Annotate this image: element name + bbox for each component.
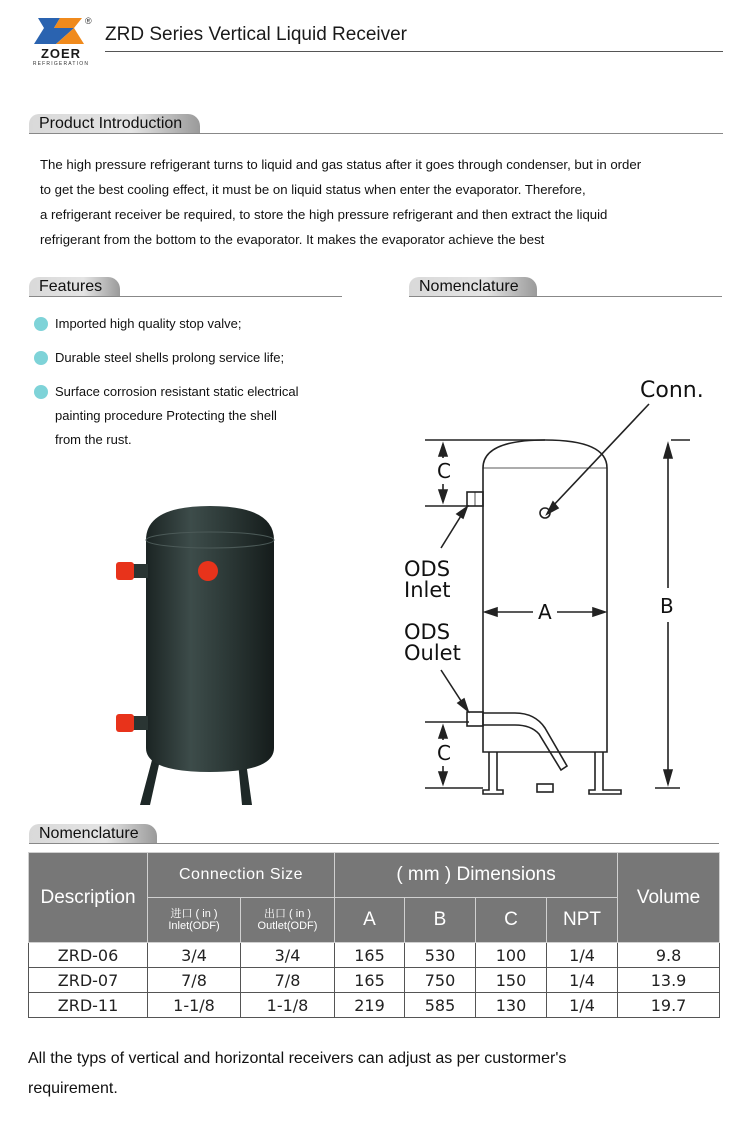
cell-model: ZRD-06	[29, 943, 148, 968]
logo-wordmark: ZOER	[40, 46, 82, 61]
ods-inlet-label-1: ODS	[404, 557, 451, 581]
cell-npt: 1/4	[547, 968, 618, 993]
section-divider	[29, 133, 723, 134]
footer-line: requirement.	[28, 1080, 118, 1097]
section-header-nomenclature-table	[29, 824, 719, 844]
cell-npt: 1/4	[547, 943, 618, 968]
cell-inlet: 1-1/8	[148, 993, 241, 1018]
section-header-intro	[29, 114, 723, 134]
spec-table	[28, 852, 720, 1018]
dim-c-top-label: C	[437, 459, 451, 483]
logo-subtitle: REFRIGERATION	[32, 61, 90, 67]
cell-volume: 19.7	[618, 993, 720, 1018]
cell-a: 165	[335, 968, 405, 993]
intro-line: a refrigerant receiver be required, to store the high pressure refrigerant and then extract the liquid	[40, 207, 608, 222]
intro-line: refrigerant from the bottom to the evaporator. It makes the evaporator achieve the best	[40, 232, 545, 247]
section-title: Features	[29, 277, 120, 296]
header-c: C	[476, 898, 547, 943]
bullet-icon	[34, 317, 48, 331]
ods-outlet-label-1: ODS	[404, 620, 451, 644]
liquid-receiver-product-image	[110, 500, 285, 815]
section-title: Product Introduction	[29, 114, 200, 133]
dim-c-bottom-label: C	[437, 741, 451, 765]
cell-inlet: 3/4	[148, 943, 241, 968]
cell-inlet: 7/8	[148, 968, 241, 993]
cell-c: 150	[476, 968, 547, 993]
intro-line: to get the best cooling effect, it must be on liquid status when enter the evaporator. Therefore,	[40, 182, 586, 197]
table-row	[29, 943, 720, 968]
feature-item: Durable steel shells prolong service life;	[34, 346, 354, 370]
feature-item: Surface corrosion resistant static electrical painting procedure Protecting the shell from the rust.	[34, 380, 354, 452]
page-title: ZRD Series Vertical Liquid Receiver	[105, 24, 408, 45]
section-divider	[29, 843, 719, 844]
section-divider	[29, 296, 342, 297]
bullet-icon	[34, 385, 48, 399]
header-b: B	[405, 898, 476, 943]
cell-a: 219	[335, 993, 405, 1018]
header-outlet: 出口 ( in ) Outlet(ODF)	[241, 898, 335, 943]
dim-a-label: A	[538, 600, 552, 624]
cell-model: ZRD-07	[29, 968, 148, 993]
cell-outlet: 1-1/8	[241, 993, 335, 1018]
cell-model: ZRD-11	[29, 993, 148, 1018]
bullet-icon	[34, 351, 48, 365]
footer-note	[28, 1044, 728, 1104]
header-inlet: 进口 ( in ) Inlet(ODF)	[148, 898, 241, 943]
table-row	[29, 968, 720, 993]
header-dimensions: ( mm ) Dimensions	[335, 853, 618, 898]
cell-c: 130	[476, 993, 547, 1018]
footer-line: All the typs of vertical and horizontal receivers can adjust as per custormer's	[28, 1050, 567, 1067]
receiver-dimension-diagram	[395, 370, 730, 805]
features-list	[34, 312, 354, 462]
registered-mark: ®	[85, 16, 92, 26]
ods-outlet-label-2: Oulet	[404, 641, 461, 665]
intro-text	[40, 152, 730, 252]
cell-volume: 13.9	[618, 968, 720, 993]
dim-b-label: B	[660, 594, 674, 618]
feature-item: Imported high quality stop valve;	[34, 312, 354, 336]
cell-b: 530	[405, 943, 476, 968]
cell-npt: 1/4	[547, 993, 618, 1018]
header-connection-size: Connection Size	[148, 853, 335, 898]
cell-outlet: 7/8	[241, 968, 335, 993]
section-header-nomenclature-diagram	[409, 277, 722, 297]
cell-b: 585	[405, 993, 476, 1018]
section-title: Nomenclature	[409, 277, 537, 296]
intro-line: The high pressure refrigerant turns to liquid and gas status after it goes through condenser, but in order	[40, 157, 642, 172]
section-header-features	[29, 277, 342, 297]
cell-b: 750	[405, 968, 476, 993]
table-row	[29, 993, 720, 1018]
cell-outlet: 3/4	[241, 943, 335, 968]
section-title: Nomenclature	[29, 824, 157, 843]
conn-label: Conn.	[640, 378, 704, 403]
title-divider	[105, 51, 723, 52]
header-npt: NPT	[547, 898, 618, 943]
cell-a: 165	[335, 943, 405, 968]
ods-inlet-label-2: Inlet	[404, 578, 451, 602]
tank-outline	[483, 440, 607, 752]
cell-c: 100	[476, 943, 547, 968]
header-volume: Volume	[618, 853, 720, 943]
header-description: Description	[29, 853, 148, 943]
cell-volume: 9.8	[618, 943, 720, 968]
header-a: A	[335, 898, 405, 943]
section-divider	[409, 296, 722, 297]
